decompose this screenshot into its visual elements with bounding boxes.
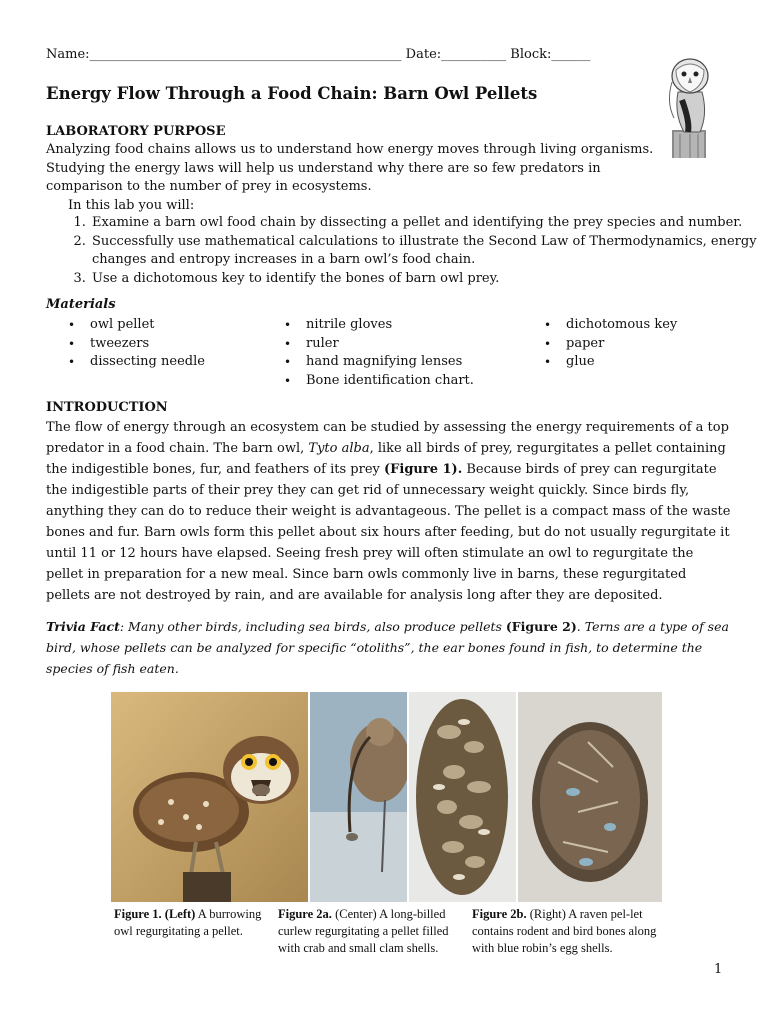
objectives-list [46, 214, 770, 288]
page-title: Energy Flow Through a Food Chain: Barn Owl Pellets [46, 84, 538, 103]
name-field[interactable]: ________________________________________________ [89, 47, 402, 62]
figure-2b-caption [472, 906, 662, 957]
figure-reference: (Figure 2) [505, 619, 577, 634]
curlew-photo [310, 692, 407, 902]
list-item: 2. Successfully use mathematical calculations to illustrate the Second Law of Thermodynamics, energy changes and entropy increases in a barn owl’s food chain. [90, 233, 770, 270]
block-field[interactable]: ______ [551, 47, 591, 62]
figure-2a-caption [278, 906, 468, 957]
list-item: • ruler [284, 335, 474, 354]
name-label: Name: [46, 47, 90, 62]
page-number: 1 [714, 962, 723, 977]
list-item: • dichotomous key [544, 316, 677, 335]
list-item: • hand magnifying lenses [284, 353, 474, 372]
list-item: • nitrile gloves [284, 316, 474, 335]
intro-text-part: , like all birds of prey, regurgitates a pellet containing the indigestible bones, fur, and feathers of its prey [46, 441, 726, 477]
crab-shell-pellet-photo [409, 692, 516, 902]
list-item: • paper [544, 335, 677, 354]
raven-pellet-photo [518, 692, 662, 902]
block-label: Block: [510, 47, 552, 62]
list-item: • owl pellet [68, 316, 205, 335]
materials-column-2 [284, 316, 474, 390]
student-info-line [46, 47, 590, 62]
burrowing-owl-photo [111, 692, 308, 902]
list-item: 1. Examine a barn owl food chain by dissecting a pellet and identifying the prey species and number. [90, 214, 770, 233]
barn-owl-illustration [660, 52, 716, 158]
date-field[interactable]: __________ [441, 47, 507, 62]
list-item: • dissecting needle [68, 353, 205, 372]
list-item: • tweezers [68, 335, 205, 354]
intro-text-part: Because birds of prey can regurgitate the indigestible parts of their prey they can get rid of unnecessary weight quickly. Since birds fly, anything they can do to reduce their weight is advantageous. The pellet is a compact mass of the waste bones and fur. Barn owls form this pellet about six hours after feeding, but do not usually regurgitate it until 11 or 12 hours have elapsed. Seeing fresh prey will often stimulate an owl to regurgitate the pellet in preparation for a new meal. Since barn owls commonly live in barns, these regurgitated pellets are not destroyed by rain, and are available for analysis long after they are deposited. [46, 462, 731, 603]
caption-label: Figure 1. (Left) [114, 907, 196, 921]
caption-label: Figure 2a. [278, 907, 332, 921]
figure-reference: (Figure 1). [384, 462, 463, 477]
list-item: 3. Use a dichotomous key to identify the bones of barn owl prey. [90, 270, 770, 289]
trivia-label: Trivia Fact [46, 619, 120, 634]
trivia-text-part: : Many other birds, including sea birds, also produce pellets [119, 619, 506, 634]
lab-intro: In this lab you will: [68, 198, 195, 213]
materials-column-1 [68, 316, 205, 372]
caption-text: (Center) A long-billed curlew regurgitating a pellet filled with crab and small clam shells. [278, 907, 449, 955]
caption-label: Figure 2b. [472, 907, 527, 921]
list-item: • Bone identification chart. [284, 372, 474, 391]
materials-heading: Materials [46, 297, 116, 312]
trivia-text-part: . Terns are a type of sea bird, whose pellets can be analyzed for specific “otoliths”, the ear bones found in fish, to determine the species of fish eaten. [46, 619, 729, 676]
list-item: • glue [544, 353, 677, 372]
caption-text: (Right) A raven pel-let contains rodent and bird bones along with blue robin’s egg shells. [472, 907, 657, 955]
figure-1-caption [114, 906, 276, 940]
introduction-text [46, 417, 732, 606]
species-name: Tyto alba [308, 441, 370, 456]
introduction-heading: INTRODUCTION [46, 400, 168, 415]
purpose-text: Analyzing food chains allows us to understand how energy moves through living organisms. Studying the energy laws will help us understand why there are so few predators in comparison to the number of prey in ecosystems. [46, 142, 654, 194]
caption-text: A burrowing owl regurgitating a pellet. [114, 907, 262, 938]
date-label: Date: [405, 47, 442, 62]
trivia-fact [46, 616, 732, 679]
purpose-heading: LABORATORY PURPOSE [46, 124, 226, 139]
intro-text-part: The flow of energy through an ecosystem can be studied by assessing the energy requirements of a top predator in a food chain. The barn owl, [46, 420, 729, 456]
materials-column-3 [544, 316, 677, 372]
